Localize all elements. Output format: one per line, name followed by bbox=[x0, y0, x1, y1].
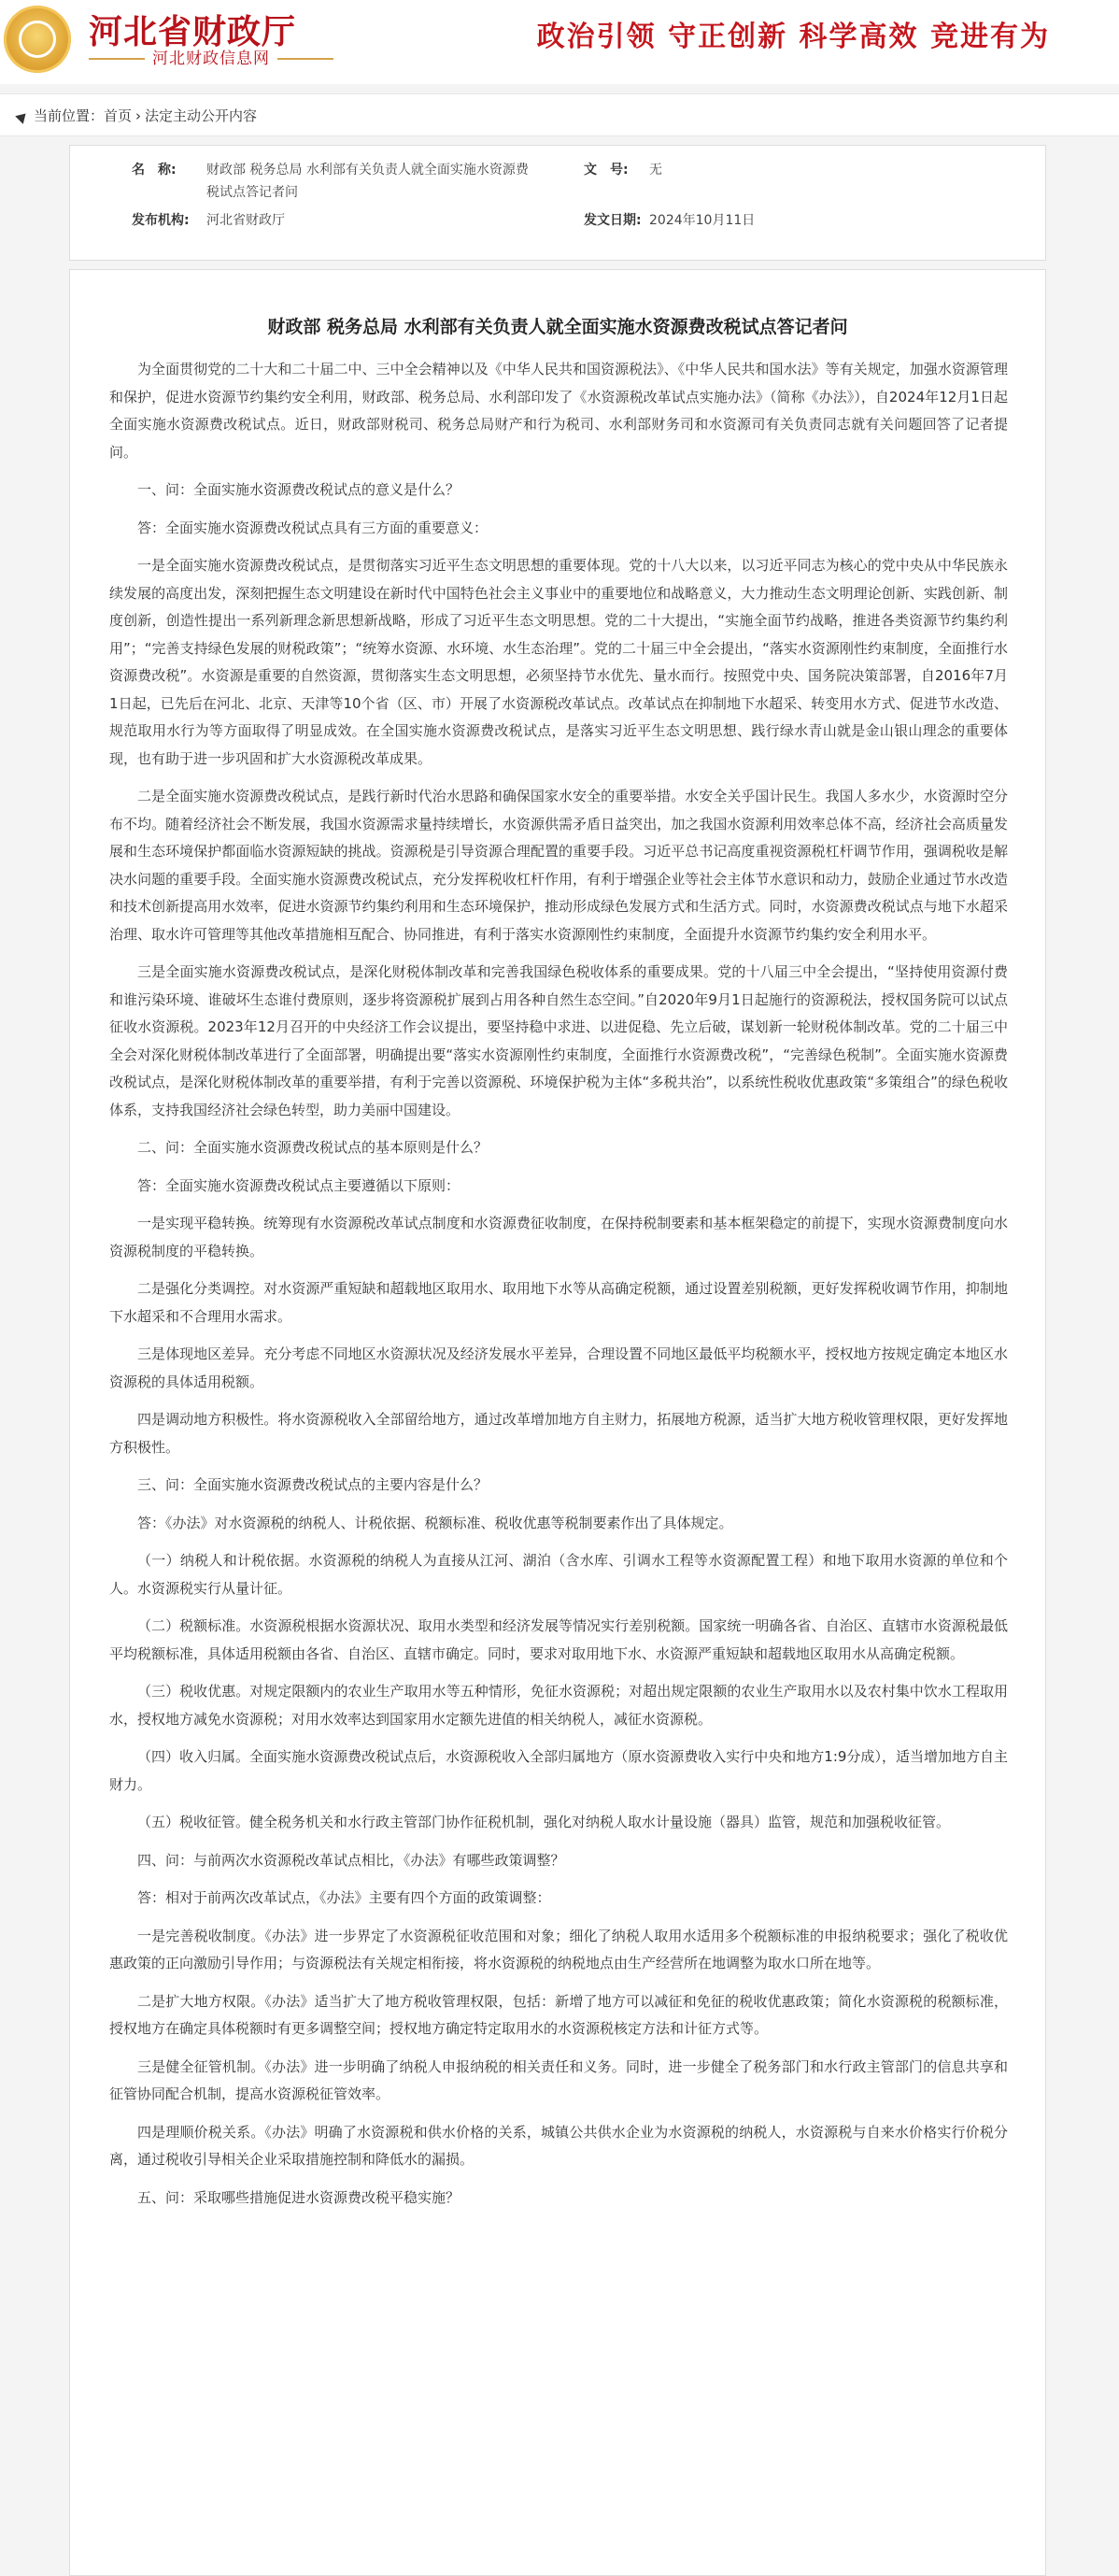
meta-date-label: 发文日期: bbox=[584, 213, 642, 228]
article-paragraph: 二是扩大地方权限。《办法》适当扩大了地方税收管理权限，包括：新增了地方可以减征和免征的税收优惠政策；简化水资源税的税额标准，授权地方在确定具体税额时有更多调整空间；授权地方确定特定取用水的水资源税核定方法和计征方式等。 bbox=[109, 1992, 1008, 2037]
meta-date-row bbox=[584, 209, 755, 232]
article-paragraph: 四是理顺价税关系。《办法》明确了水资源税和供水价格的关系，城镇公共供水企业为水资源税的纳税人，水资源税与自来水价格实行价税分离，通过税收引导相关企业采取措施控制和降低水的漏损。 bbox=[109, 2123, 1008, 2168]
article-body bbox=[109, 356, 1008, 2222]
article-container bbox=[69, 269, 1046, 2576]
article-paragraph: 二是强化分类调控。对水资源严重短缺和超载地区取用水、取用地下水等从高确定税额，通过设置差别税额，更好发挥税收调节作用，抑制地下水超采和不合理用水需求。 bbox=[109, 1280, 1008, 1325]
site-header bbox=[0, 0, 1119, 84]
article-paragraph: 一是实现平稳转换。统筹现有水资源税改革试点制度和水资源费征收制度，在保持税制要素和基本框架稳定的前提下，实现水资源费制度向水资源税制度的平稳转换。 bbox=[109, 1215, 1008, 1260]
article-paragraph: 答：全面实施水资源费改税试点具有三方面的重要意义： bbox=[137, 519, 489, 536]
article-paragraph: 为全面贯彻党的二十大和二十届二中、三中全会精神以及《中华人民共和国资源税法》、《中华人民共和国水法》等有关规定，加强水资源管理和保护，促进水资源节约集约安全利用，财政部、税务总局、水利部印发了《水资源税改革试点实施办法》（简称《办法》），自2024年12月1日起全面实施水资源费改税试点。近日，财政部财税司、税务总局财产和行为税司、水利部财务司和水资源司有关负责同志就有关问题回答了记者提问。 bbox=[109, 361, 1008, 461]
meta-name-label: 名 称: bbox=[132, 163, 177, 178]
article-paragraph: 四、问：与前两次水资源税改革试点相比，《办法》有哪些政策调整？ bbox=[137, 1851, 565, 1869]
meta-name-value-line1: 财政部 税务总局 水利部有关负责人就全面实施水资源费 bbox=[206, 163, 529, 178]
article-paragraph: 一是完善税收制度。《办法》进一步界定了水资源税征收范围和对象；细化了纳税人取用水适用多个税额标准的申报纳税要求；强化了税收优惠政策的正向激励引导作用；与资源税法有关规定相衔接，将水资源税的纳税地点由生产经营所在地调整为取水口所在地等。 bbox=[109, 1927, 1008, 1971]
article-title: 财政部 税务总局 水利部有关负责人就全面实施水资源费改税试点答记者问 bbox=[267, 317, 848, 337]
article-paragraph: 一、问：全面实施水资源费改税试点的意义是什么？ bbox=[137, 481, 460, 498]
breadcrumb-separator: › bbox=[135, 107, 142, 124]
location-arrow-icon bbox=[15, 109, 30, 124]
article-paragraph: 答：全面实施水资源费改税试点主要遵循以下原则： bbox=[137, 1176, 460, 1194]
meta-name-row bbox=[132, 159, 529, 181]
article-paragraph: 五、问：采取哪些措施促进水资源费改税平稳实施？ bbox=[137, 2188, 460, 2206]
article-paragraph: （五）税收征管。健全税务机关和水行政主管部门协作征税机制，强化对纳税人取水计量设施（器具）监管，规范和加强税收征管。 bbox=[137, 1814, 951, 1830]
site-title[interactable]: 河北省财政厅 bbox=[89, 12, 297, 51]
meta-date-value: 2024年10月11日 bbox=[649, 213, 756, 228]
breadcrumb-home-link[interactable]: 首页 bbox=[104, 107, 133, 124]
article-paragraph: 答：相对于前两次改革试点，《办法》主要有四个方面的政策调整： bbox=[137, 1889, 551, 1906]
article-paragraph: 三是健全征管机制。《办法》进一步明确了纳税人申报纳税的相关责任和义务。同时，进一步健全了税务部门和水行政主管部门的信息共享和征管协同配合机制，提高水资源税征管效率。 bbox=[109, 2057, 1008, 2102]
article-paragraph: 二是全面实施水资源费改税试点，是践行新时代治水思路和确保国家水安全的重要举措。水安全关乎国计民生。我国人多水少，水资源时空分布不均。随着经济社会不断发展，我国水资源需求量持续增长，水资源供需矛盾日益突出，加之我国水资源利用效率总体不高，经济社会高质量发展和生态环境保护都面临水资源短缺的挑战。资源税是引导资源合理配置的重要手段。习近平总书记高度重视资源税杠杆调节作用，强调税收是解决水问题的重要手段。全面实施水资源费改税试点，充分发挥税收杠杆作用，有利于增强企业等社会主体节水意识和动力，鼓励企业通过节水改造和技术创新提高用水效率，促进水资源节约集约利用和生态环境保护，推动形成绿色发展方式和生活方式。同时，水资源费改税试点与地下水超采治理、取水许可管理等其他改革措施相互配合、协同推进，有利于落实水资源刚性约束制度，全面提升水资源节约集约安全利用水平。 bbox=[109, 788, 1008, 943]
meta-docno-value: 无 bbox=[649, 163, 662, 178]
meta-issuer-row bbox=[132, 209, 285, 232]
article-paragraph: 三是全面实施水资源费改税试点，是深化财税体制改革和完善我国绿色税收体系的重要成果。党的十八届三中全会提出，“坚持使用资源付费和谁污染环境、谁破坏生态谁付费原则，逐步将资源税扩展到占用各种自然生态空间。”自2020年9月1日起施行的资源税法，授权国务院可以试点征收水资源税。2023年12月召开的中央经济工作会议提出，要坚持稳中求进、以进促稳、先立后破，谋划新一轮财税体制改革。党的二十届三中全会对深化财税体制改革进行了全面部署，明确提出要“落实水资源刚性约束制度，全面推行水资源费改税”，“完善绿色税制”。全面实施水资源费改税试点，是深化财税体制改革的重要举措，有利于完善以资源税、环境保护税为主体“多税共治”，以系统性税收优惠政策“多策组合”的绿色税收体系，支持我国经济社会绿色转型，助力美丽中国建设。 bbox=[109, 963, 1008, 1118]
article-paragraph: 三是体现地区差异。充分考虑不同地区水资源状况及经济发展水平差异，合理设置不同地区最低平均税额水平，授权地方按规定确定本地区水资源税的具体适用税额。 bbox=[109, 1345, 1008, 1390]
breadcrumb-bar bbox=[0, 93, 1119, 136]
breadcrumb-prefix: 当前位置： bbox=[34, 107, 105, 124]
site-emblem-icon[interactable] bbox=[4, 6, 71, 73]
article-paragraph: 三、问：全面实施水资源费改税试点的主要内容是什么？ bbox=[137, 1476, 489, 1493]
meta-name-value-line2: 税试点答记者问 bbox=[206, 185, 298, 200]
article-paragraph: （四）收入归属。全面实施水资源费改税试点后，水资源税收入全部归属地方（原水资源费收入实行中央和地方1:9分成），适当增加地方自主财力。 bbox=[109, 1748, 1008, 1793]
article-paragraph: 答：《办法》对水资源税的纳税人、计税依据、税额标准、税收优惠等税制要素作出了具体规定。 bbox=[137, 1514, 733, 1531]
article-paragraph: （三）税收优惠。对规定限额内的农业生产取用水等五种情形，免征水资源税；对超出规定限额的农业生产取用水以及农村集中饮水工程取用水，授权地方减免水资源税；对用水效率达到国家用水定额先进值的相关纳税人，减征水资源税。 bbox=[109, 1683, 1008, 1728]
meta-issuer-value: 河北省财政厅 bbox=[206, 213, 285, 228]
site-slogan: 政治引领 守正创新 科学高效 竞进有为 bbox=[536, 21, 1050, 53]
breadcrumb bbox=[17, 106, 257, 125]
meta-name-row-cont bbox=[206, 181, 298, 204]
meta-docno-label: 文 号: bbox=[584, 163, 629, 178]
meta-issuer-label: 发布机构: bbox=[132, 213, 190, 228]
meta-docno-row bbox=[584, 159, 662, 181]
article-paragraph: （二）税额标准。水资源税根据水资源状况、取用水类型和经济发展等情况实行差别税额。国家统一明确各省、自治区、直辖市水资源税最低平均税额标准，具体适用税额由各省、自治区、直辖市确定。同时，要求对取用地下水、水资源严重短缺和超载地区取用水从高确定税额。 bbox=[109, 1617, 1008, 1662]
document-meta-panel bbox=[69, 145, 1046, 261]
breadcrumb-current-link[interactable]: 法定主动公开内容 bbox=[145, 107, 258, 124]
article-paragraph: 四是调动地方积极性。将水资源税收入全部留给地方，通过改革增加地方自主财力，拓展地方税源，适当扩大地方税收管理权限，更好发挥地方积极性。 bbox=[109, 1411, 1008, 1456]
site-subtitle: 河北财政信息网 bbox=[89, 45, 333, 68]
article-paragraph: （一）纳税人和计税依据。水资源税的纳税人为直接从江河、湖泊（含水库、引调水工程等水资源配置工程）和地下取用水资源的单位和个人。水资源税实行从量计征。 bbox=[109, 1552, 1008, 1597]
article-paragraph: 一是全面实施水资源费改税试点，是贯彻落实习近平生态文明思想的重要体现。党的十八大以来，以习近平同志为核心的党中央从中华民族永续发展的高度出发，深刻把握生态文明建设在新时代中国特色社会主义事业中的重要地位和战略意义，大力推动生态文明理论创新、实践创新、制度创新，创造性提出一系列新理念新思想新战略，形成了习近平生态文明思想。党的二十大提出，“实施全面节约战略，推进各类资源节约集约利用”；“完善支持绿色发展的财税政策”；“统筹水资源、水环境、水生态治理”。党的二十届三中全会提出，“落实水资源刚性约束制度，全面推行水资源费改税”。水资源是重要的自然资源，贯彻落实生态文明思想，必须坚持节水优先、量水而行。按照党中央、国务院决策部署，自2016年7月1日起，已先后在河北、北京、天津等10个省（区、市）开展了水资源税改革试点。改革试点在抑制地下水超采、转变用水方式、促进节水改造、规范取用水行为等方面取得了明显成效。在全国实施水资源费改税试点，是落实习近平生态文明思想、践行绿水青山就是金山银山理念的重要体现，也有助于进一步巩固和扩大水资源税改革成果。 bbox=[109, 557, 1008, 767]
article-paragraph: 二、问：全面实施水资源费改税试点的基本原则是什么？ bbox=[137, 1139, 489, 1156]
